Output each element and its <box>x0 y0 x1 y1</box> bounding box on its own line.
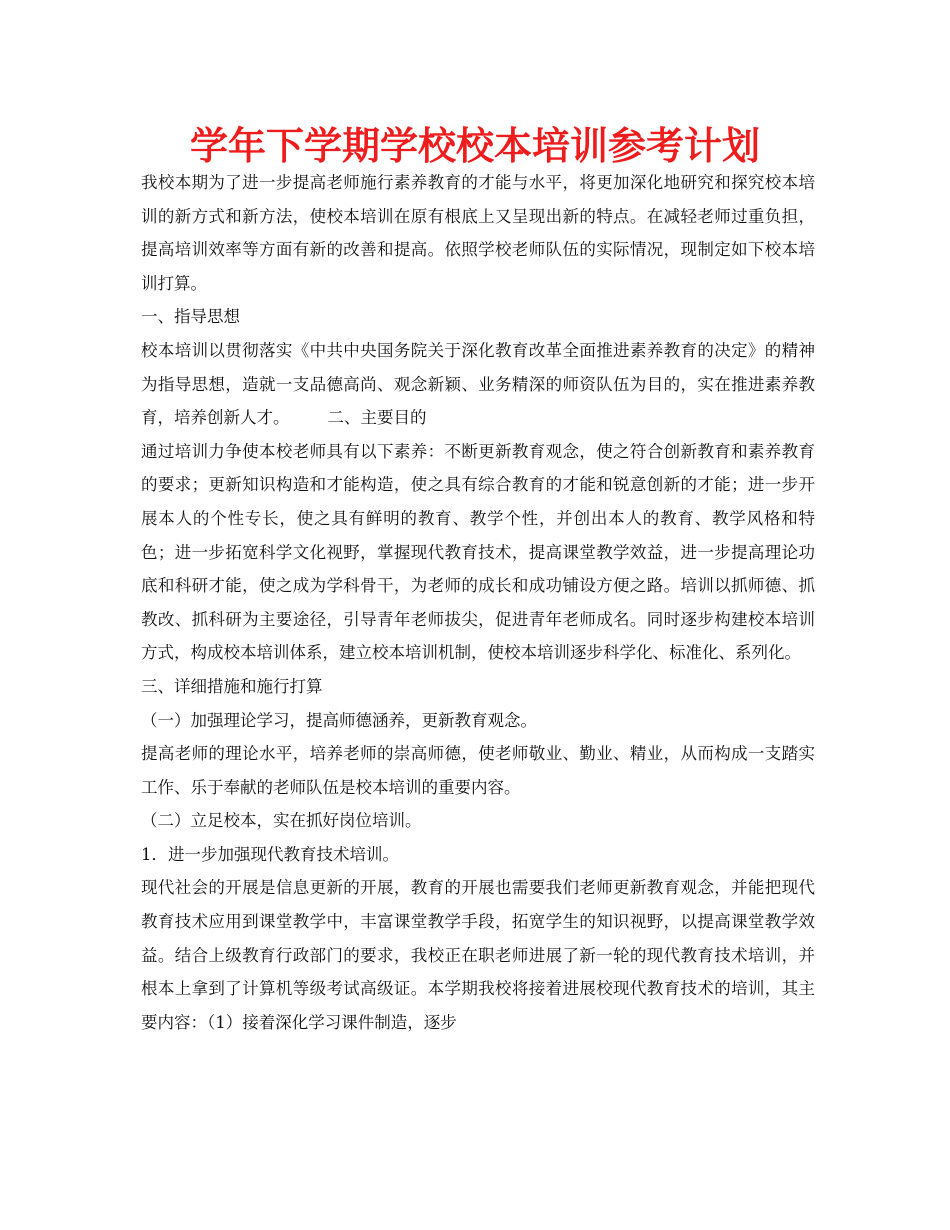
subheading-post-training: （二）立足校本，实在抓好岗位培训。 <box>141 811 422 831</box>
document-body <box>141 166 815 1039</box>
paragraph-intro: 我校本期为了进一步提高老师施行素养教育的才能与水平，将更加深化地研究和探究校本培训的新方式和新方法，使校本培训在原有根底上又呈现出新的特点。在减轻老师过重负担，提高培训效率等方面有新的改善和提高。依照学校老师队伍的实际情况，现制定如下校本培训打算。 <box>141 173 815 293</box>
heading-measures: 三、详细措施和施行打算 <box>141 676 323 696</box>
paragraph-theory-study: 提高老师的理论水平，培养老师的崇高师德，使老师敬业、勤业、精业，从而构成一支踏实工作、乐于奉献的老师队伍是校本培训的重要内容。 <box>141 744 815 797</box>
paragraph-main-goals: 通过培训力争使本校老师具有以下素养：不断更新教育观念，使之符合创新教育和素养教育的要求；更新知识构造和才能构造，使之具有综合教育的才能和锐意创新的才能；进一步开展本人的个性专长，使之具有鲜明的教育、教学个性，并创出本人的教育、教学风格和特色；进一步拓宽科学文化视野，掌握现代教育技术，提高课堂教学效益，进一步提高理论功底和科研才能，使之成为学科骨干，为老师的成长和成功铺设方便之路。培训以抓师德、抓教改、抓科研为主要途径，引导青年老师拔尖，促进青年老师成名。同时逐步构建校本培训方式，构成校本培训体系，建立校本培训机制，使校本培训逐步科学化、标准化、系列化。 <box>141 441 815 663</box>
paragraph-guiding-thought <box>141 334 815 435</box>
heading-guiding-thought: 一、指导思想 <box>141 307 240 327</box>
subheading-theory-study: （一）加强理论学习，提高师德涵养，更新教育观念。 <box>141 710 537 730</box>
document-title: 学年下学期学校校本培训参考计划 <box>189 124 760 168</box>
paragraph-guiding-thought-text: 校本培训以贯彻落实《中共中央国务院关于深化教育改革全面推进素养教育的决定》的精神为指导思想，造就一支品德高尚、观念新颖、业务精深的师资队伍为目的，实在推进素养教育，培养创新人才。 <box>141 340 815 428</box>
item-modern-tech-training: 1．进一步加强现代教育技术培训。 <box>141 844 399 864</box>
heading-main-goals: 二、主要目的 <box>327 408 427 428</box>
paragraph-modern-tech-training: 现代社会的开展是信息更新的开展，教育的开展也需要我们老师更新教育观念，并能把现代教育技术应用到课堂教学中，丰富课堂教学手段，拓宽学生的知识视野，以提高课堂教学效益。结合上级教育行政部门的要求，我校正在职老师进展了新一轮的现代教育技术培训，并根本上拿到了计算机等级考试高级证。本学期我校将接着进展校现代教育技术的培训，其主要内容：（1）接着深化学习课件制造，逐步 <box>141 878 815 1032</box>
